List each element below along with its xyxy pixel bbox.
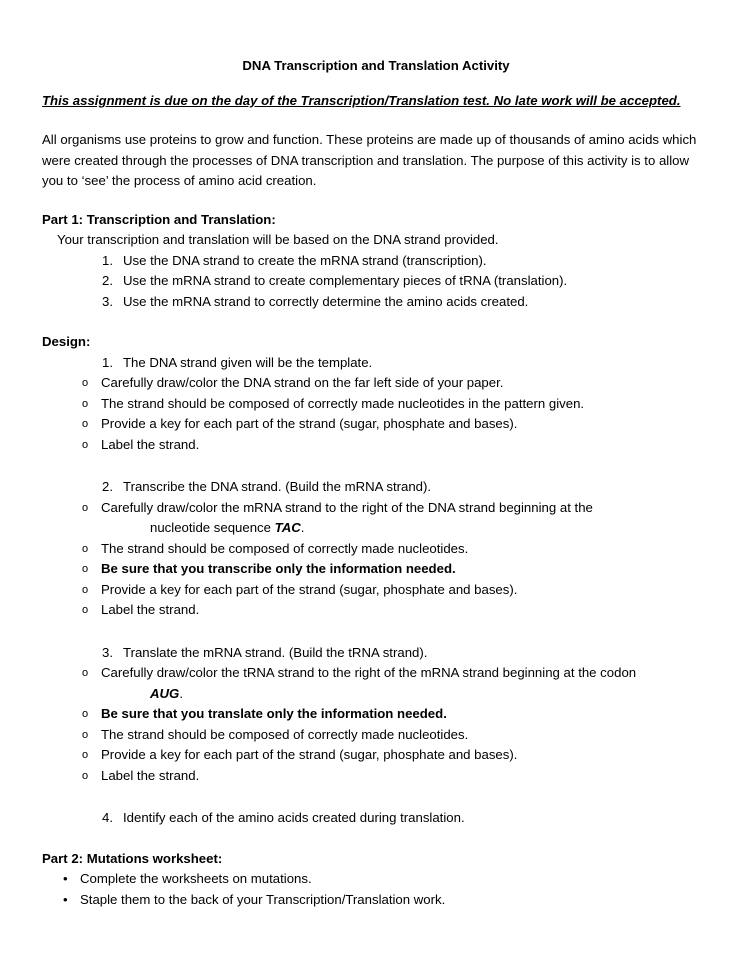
list-marker: 2. — [102, 479, 113, 494]
sequence-emphasis: AUG — [150, 685, 180, 701]
list-marker: 3. — [102, 293, 113, 309]
list-item — [82, 704, 710, 725]
circle-bullet-icon: o — [82, 749, 89, 761]
list-item-text: Label the strand. — [101, 602, 200, 617]
list-marker: 1. — [102, 354, 113, 370]
spacer — [42, 829, 710, 849]
list-item — [93, 251, 710, 272]
list-item — [82, 559, 710, 580]
list-marker: 1. — [102, 252, 113, 268]
sequence-emphasis: TAC — [274, 520, 301, 535]
list-item-text: Be sure that you transcribe only the information needed. — [101, 561, 456, 576]
spacer — [42, 312, 710, 332]
list-marker: 4. — [102, 810, 113, 825]
design-step2-list — [42, 477, 710, 498]
list-item-text: Provide a key for each part of the strand (sugar, phosphate and bases). — [101, 747, 518, 762]
circle-bullet-icon: o — [82, 769, 89, 782]
sub-line-2 — [150, 684, 710, 705]
design-heading: Design: — [42, 334, 91, 349]
part1-heading: Part 1: Transcription and Translation: — [42, 211, 276, 227]
list-item — [82, 394, 710, 415]
list-item — [93, 477, 710, 498]
list-item-text: Use the mRNA strand to correctly determine the amino acids created. — [123, 293, 529, 309]
circle-bullet-icon: o — [82, 418, 89, 430]
list-marker: 3. — [102, 644, 113, 660]
sequence-prefix: nucleotide sequence — [150, 520, 275, 535]
design-step2-sublist — [42, 498, 710, 621]
part1-lead: Your transcription and translation will be based on the DNA strand provided. — [57, 232, 499, 247]
part2-heading: Part 2: Mutations worksheet: — [42, 850, 223, 866]
spacer — [42, 786, 710, 808]
list-item — [82, 663, 710, 704]
list-marker: 2. — [102, 273, 113, 288]
circle-bullet-icon: o — [82, 377, 89, 389]
circle-bullet-icon: o — [82, 397, 89, 410]
list-item-text — [101, 500, 710, 539]
list-item — [82, 600, 710, 621]
list-item — [93, 808, 710, 829]
part1-list — [42, 251, 710, 313]
part2-list — [42, 869, 710, 910]
list-item — [63, 869, 710, 890]
circle-bullet-icon: o — [82, 667, 89, 679]
list-item-text: Transcribe the DNA strand. (Build the mRNA strand). — [123, 479, 432, 494]
circle-bullet-icon: o — [82, 563, 89, 575]
list-item-text: The strand should be composed of correctly made nucleotides. — [101, 540, 469, 556]
list-item-text — [101, 665, 710, 704]
list-item-text: Use the DNA strand to create the mRNA strand (transcription). — [123, 252, 487, 268]
design-step3-sublist — [42, 663, 710, 786]
list-item-text: The DNA strand given will be the template. — [123, 354, 373, 370]
design-step1-list — [42, 353, 710, 374]
list-item-text: Label the strand. — [101, 436, 200, 452]
circle-bullet-icon: o — [82, 708, 89, 720]
list-item-text: Complete the worksheets on mutations. — [80, 871, 312, 886]
intro-paragraph: All organisms use proteins to grow and function. These proteins are made up of thousands of amino acids which were created through the processes of DNA transcription and translation. The purpose of this activity is to allow you to ‘see’ the process of amino acid creation. — [42, 132, 697, 188]
list-item-text: Translate the mRNA strand. (Build the tRNA strand). — [123, 644, 428, 660]
list-item-text: Be sure that you translate only the information needed. — [101, 706, 447, 721]
list-item-text: Label the strand. — [101, 767, 200, 783]
page-title: DNA Transcription and Translation Activity — [242, 58, 510, 73]
list-item — [82, 580, 710, 601]
list-item — [82, 373, 710, 394]
list-item-text: Staple them to the back of your Transcription/Translation work. — [80, 891, 446, 907]
design-step1-sublist — [42, 373, 710, 455]
circle-bullet-icon: o — [82, 542, 89, 555]
list-item — [82, 725, 710, 746]
list-item — [82, 414, 710, 435]
list-item-text: The strand should be composed of correctly made nucleotides. — [101, 726, 469, 742]
bullet-icon: • — [63, 871, 68, 886]
list-item — [63, 890, 710, 911]
list-item — [82, 745, 710, 766]
spacer — [42, 455, 710, 477]
sub-line-1: Carefully draw/color the tRNA strand to the right of the mRNA strand beginning at the codon — [101, 665, 637, 680]
sub-line-2 — [150, 518, 710, 539]
design-step4-list — [42, 808, 710, 829]
design-step3-list — [42, 643, 710, 664]
due-date-notice: This assignment is due on the day of the Transcription/Translation test. No late work will be accepted. — [42, 93, 681, 108]
bullet-icon: • — [63, 891, 68, 907]
list-item — [82, 766, 710, 787]
list-item-text: Provide a key for each part of the strand (sugar, phosphate and bases). — [101, 416, 518, 431]
list-item — [93, 643, 710, 664]
list-item — [82, 435, 710, 456]
list-item-text: Provide a key for each part of the strand (sugar, phosphate and bases). — [101, 581, 518, 597]
spacer — [42, 621, 710, 643]
list-item — [93, 353, 710, 374]
list-item-text: Identify each of the amino acids created during translation. — [123, 810, 465, 825]
list-item — [93, 271, 710, 292]
list-item-text: Carefully draw/color the DNA strand on the far left side of your paper. — [101, 375, 504, 390]
circle-bullet-icon: o — [82, 728, 89, 741]
list-item-text: The strand should be composed of correctly made nucleotides in the pattern given. — [101, 395, 585, 411]
list-item-text: Use the mRNA strand to create complementary pieces of tRNA (translation). — [123, 273, 568, 288]
document-content — [42, 57, 710, 910]
list-item — [82, 539, 710, 560]
list-item — [93, 292, 710, 313]
sequence-suffix: . — [300, 520, 305, 535]
circle-bullet-icon: o — [82, 438, 89, 451]
circle-bullet-icon: o — [82, 583, 89, 596]
circle-bullet-icon: o — [82, 501, 89, 514]
circle-bullet-icon: o — [82, 604, 89, 616]
list-item — [82, 498, 710, 539]
sequence-suffix: . — [179, 685, 183, 701]
sub-line-1: Carefully draw/color the mRNA strand to the right of the DNA strand beginning at the — [101, 499, 593, 515]
